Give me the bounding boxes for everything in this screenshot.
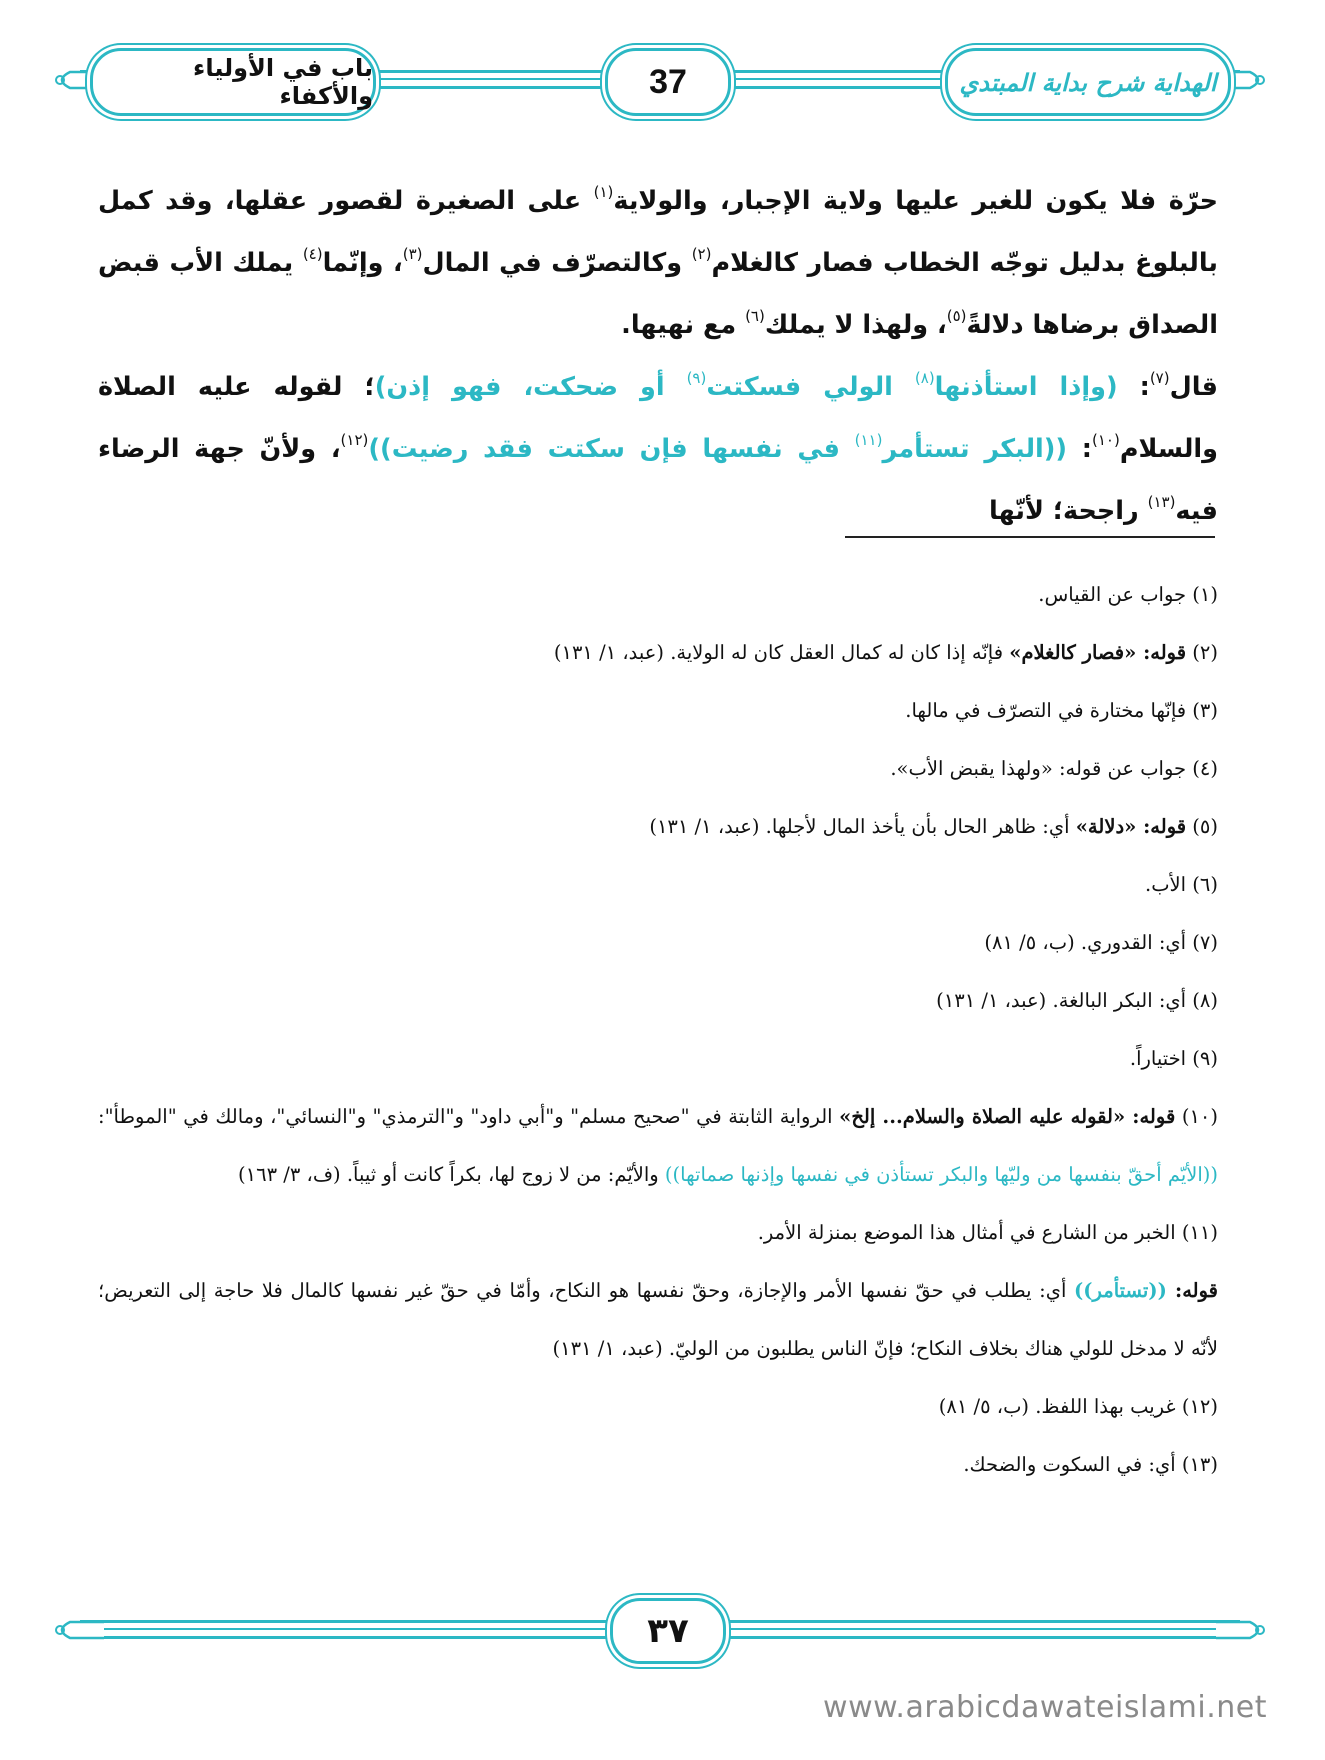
footnote-11-commentary: قوله: ((تستأمر)) أي: يطلب في حقّ نفسها الأمر والإجازة، وحقّ نفسها هو النكاح، وأمّا في حقّ غير نفسها كالمال فلا حاجة إلى التعريض؛ لأنّه لا مدخل للولي هناك بخلاف النكاح؛ فإنّ الناس يطلبون من الوليّ. (عبد، ١/ ١٣١) <box>98 1279 1218 1360</box>
footnote-3: (٣) فإنّها مختارة في التصرّف في مالها. <box>905 699 1218 722</box>
footnote-10: (١٠) قوله: «لقوله عليه الصلاة والسلام... إلخ» الرواية الثابتة في "صحيح مسلم" و"أبي داود" و"الترمذي" و"النسائي"، ومالك في "الموطأ": ((الأيّم أحقّ بنفسها من وليّها والبكر تستأذن في نفسها وإذنها صماتها)) والأيّم: من لا زوج لها، بكراً كانت أو ثيباً. (ف، ٣/ ١٦٣) <box>98 1105 1219 1186</box>
footnote-12: (١٢) غريب بهذا اللفظ. (ب، ٥/ ٨١) <box>938 1395 1218 1418</box>
footnote-hadith-quote: ((الأيّم أحقّ بنفسها من وليّها والبكر تستأذن في نفسها وإذنها صماتها)) <box>664 1163 1218 1186</box>
book-title: الهداية شرح بداية المبتدي <box>959 67 1217 97</box>
hadith-quote: ((البكر تستأمر$^{(١١)}$ في نفسها فإن سكتت فقد رضيت)) <box>368 431 1068 464</box>
footnote-1: (١) جواب عن القياس. <box>1038 583 1218 606</box>
footnote-ref-11[interactable]: (١١) <box>854 431 883 449</box>
footer-ornament-right-icon <box>1214 1618 1270 1642</box>
main-text <box>98 170 1218 542</box>
chapter-title: باب في الأولياء والأكفاء <box>193 54 373 110</box>
page-header <box>50 42 1270 128</box>
chapter-title-frame <box>90 48 376 116</box>
footnote-ref-7[interactable]: (٧) <box>1149 369 1170 387</box>
website-url[interactable]: www.arabicdawateislami.net <box>823 1690 1267 1725</box>
matn-quote: (وإذا استأذنها$^{(٨)}$ الولي فسكتت$^{(٩)}$ أو ضحكت، فهو إذن) <box>374 369 1118 402</box>
footnote-ref-12[interactable]: (١٢) <box>340 431 369 449</box>
footnotes <box>98 566 1218 1494</box>
footnote-ref-13[interactable]: (١٣) <box>1147 493 1176 511</box>
footnote-7: (٧) أي: القدوري. (ب، ٥/ ٨١) <box>984 931 1218 954</box>
book-title-frame <box>945 48 1231 116</box>
footnote-9: (٩) اختياراً. <box>1129 1047 1218 1070</box>
footnote-ref-5[interactable]: (٥) <box>946 307 967 325</box>
footnote-6: (٦) الأب. <box>1145 873 1218 896</box>
footnote-13: (١٣) أي: في السكوت والضحك. <box>963 1453 1218 1476</box>
footnote-ref-6[interactable]: (٦) <box>745 307 765 325</box>
footnote-ref-2[interactable]: (٢) <box>691 245 712 263</box>
footnote-8: (٨) أي: البكر البالغة. (عبد، ١/ ١٣١) <box>936 989 1218 1012</box>
footnote-ref-4[interactable]: (٤) <box>302 245 323 263</box>
page-footer <box>50 1590 1270 1670</box>
footer-ornament-left-icon <box>50 1618 106 1642</box>
footnote-ref-8[interactable]: (٨) <box>914 369 935 387</box>
page-number: 37 <box>649 62 687 101</box>
footnote-ref-10[interactable]: (١٠) <box>1092 431 1120 449</box>
page-number-frame <box>605 48 731 116</box>
footnote-4: (٤) جواب عن قوله: «ولهذا يقبض الأب». <box>890 757 1218 780</box>
footnote-ref-3[interactable]: (٣) <box>402 245 423 263</box>
main-paragraph-1: حرّة فلا يكون للغير عليها ولاية الإجبار، والولاية$^{(١)}$ على الصغيرة لقصور عقلها، وقد كمل بالبلوغ بدليل توجّه الخطاب فصار كالغلام$^{(٢)}$ وكالتصرّف في المال$^{(٣)}$، وإنّما$^{(٤)}$ يملك الأب قبض الصداق برضاها دلالةً$^{(٥)}$، ولهذا لا يملك$^{(٦)}$ مع نهيها. <box>98 183 1218 340</box>
main-paragraph-2: قال$^{(٧)}$: (وإذا استأذنها$^{(٨)}$ الولي فسكتت$^{(٩)}$ أو ضحكت، فهو إذن)؛ لقوله عليه الصلاة والسلام$^{(١٠)}$: ((البكر تستأمر$^{(١١)}$ في نفسها فإن سكتت فقد رضيت))$^{(١٢)}$، ولأنّ جهة الرضاء فيه$^{(١٣)}$ راجحة؛ لأنّها <box>98 369 1219 526</box>
footnote-ref-9[interactable]: (٩) <box>686 369 707 387</box>
footnote-5: (٥) قوله: «دلالة» أي: ظاهر الحال بأن يأخذ المال لأجلها. (عبد، ١/ ١٣١) <box>649 815 1218 838</box>
footnote-11: (١١) الخبر من الشارع في أمثال هذا الموضع بمنزلة الأمر. <box>757 1221 1218 1244</box>
footnote-divider <box>845 536 1215 538</box>
footer-page-number-frame <box>610 1598 726 1664</box>
footnote-ref-1[interactable]: (١) <box>593 183 614 201</box>
footnote-2: (٢) قوله: «فصار كالغلام» فإنّه إذا كان له كمال العقل كان له الولاية. (عبد، ١/ ١٣١) <box>553 641 1218 664</box>
footer-page-number: ٣٧ <box>647 1611 689 1651</box>
